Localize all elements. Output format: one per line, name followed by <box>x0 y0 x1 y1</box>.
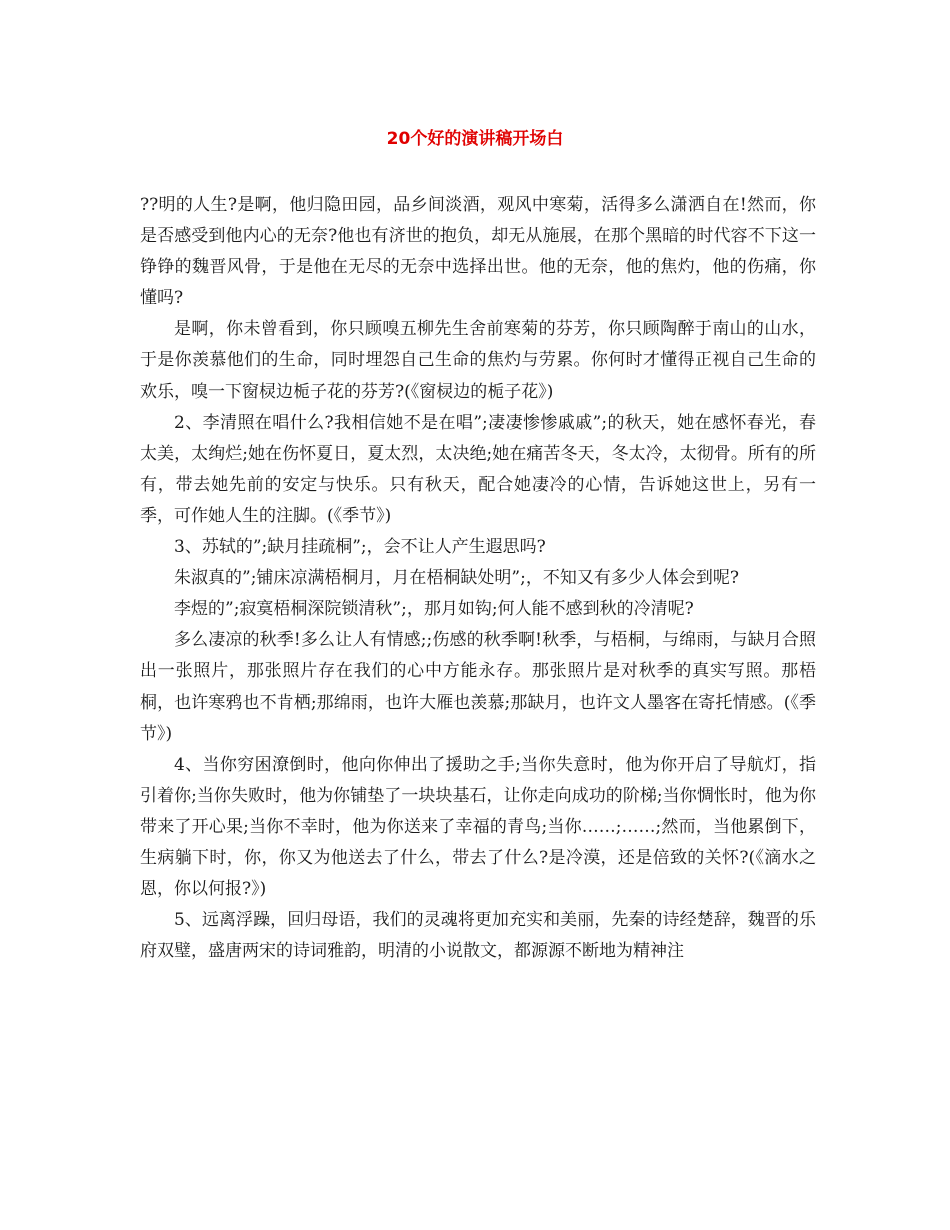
paragraph: 是啊，你未曾看到，你只顾嗅五柳先生舍前寒菊的芬芳，你只顾陶醉于南山的山水，于是你羡慕他们的生命，同时埋怨自己生命的焦灼与劳累。你何时才懂得正视自己生命的欢乐，嗅一下窗棂边栀子花的芬芳?(《窗棂边的栀子花》) <box>140 319 816 402</box>
paragraph: 3、苏轼的”;缺月挂疏桐”;，会不让人产生遐思吗? <box>174 537 546 558</box>
document-body <box>140 190 816 967</box>
paragraph: 4、当你穷困潦倒时，他向你伸出了援助之手;当你失意时，他为你开启了导航灯，指引着你;当你失败时，他为你铺垫了一块块基石，让你走向成功的阶梯;当你惆怅时，他为你带来了开心果;当你不幸时，他为你送来了幸福的青鸟;当你……;……;然而，当他累倒下，生病躺下时，你，你又为他送去了什么，带去了什么?是冷漠，还是倍致的关怀?(《滴水之恩，你以何报?》) <box>140 754 816 900</box>
paragraph: 多么凄凉的秋季!多么让人有情感;;伤感的秋季啊!秋季，与梧桐，与绵雨，与缺月合照出一张照片，那张照片存在我们的心中方能永存。那张照片是对秋季的真实写照。那梧桐，也许寒鸦也不肯栖;那绵雨，也许大雁也羡慕;那缺月，也许文人墨客在寄托情感。(《季节》) <box>140 630 816 744</box>
paragraph: 5、远离浮躁，回归母语，我们的灵魂将更加充实和美丽，先秦的诗经楚辞，魏晋的乐府双璧，盛唐两宋的诗词雅韵，明清的小说散文，都源源不断地为精神注 <box>140 910 816 962</box>
paragraph: 朱淑真的”;铺床凉满梧桐月，月在梧桐缺处明”;，不知又有多少人体会到呢? <box>174 568 739 589</box>
paragraph: 李煜的”;寂寞梧桐深院锁清秋”;，那月如钩;何人能不感到秋的冷清呢? <box>174 599 694 620</box>
paragraph: 2、李清照在唱什么?我相信她不是在唱”;凄凄惨惨戚戚”;的秋天，她在感怀春光，春太美，太绚烂;她在伤怀夏日，夏太烈，太决绝;她在痛苦冬天，冬太冷，太彻骨。所有的所有，带去她先前的安定与快乐。只有秋天，配合她凄冷的心情，告诉她这世上，另有一季，可作她人生的注脚。(《季节》) <box>140 412 816 526</box>
document-title: 20个好的演讲稿开场白 <box>386 129 564 149</box>
paragraph: ??明的人生?是啊，他归隐田园，品乡间淡酒，观风中寒菊，活得多么潇洒自在!然而，你是否感受到他内心的无奈?他也有济世的抱负，却无从施展，在那个黑暗的时代容不下这一铮铮的魏晋风骨，于是他在无尽的无奈中选择出世。他的无奈，他的焦灼，他的伤痛，你懂吗? <box>140 195 816 309</box>
